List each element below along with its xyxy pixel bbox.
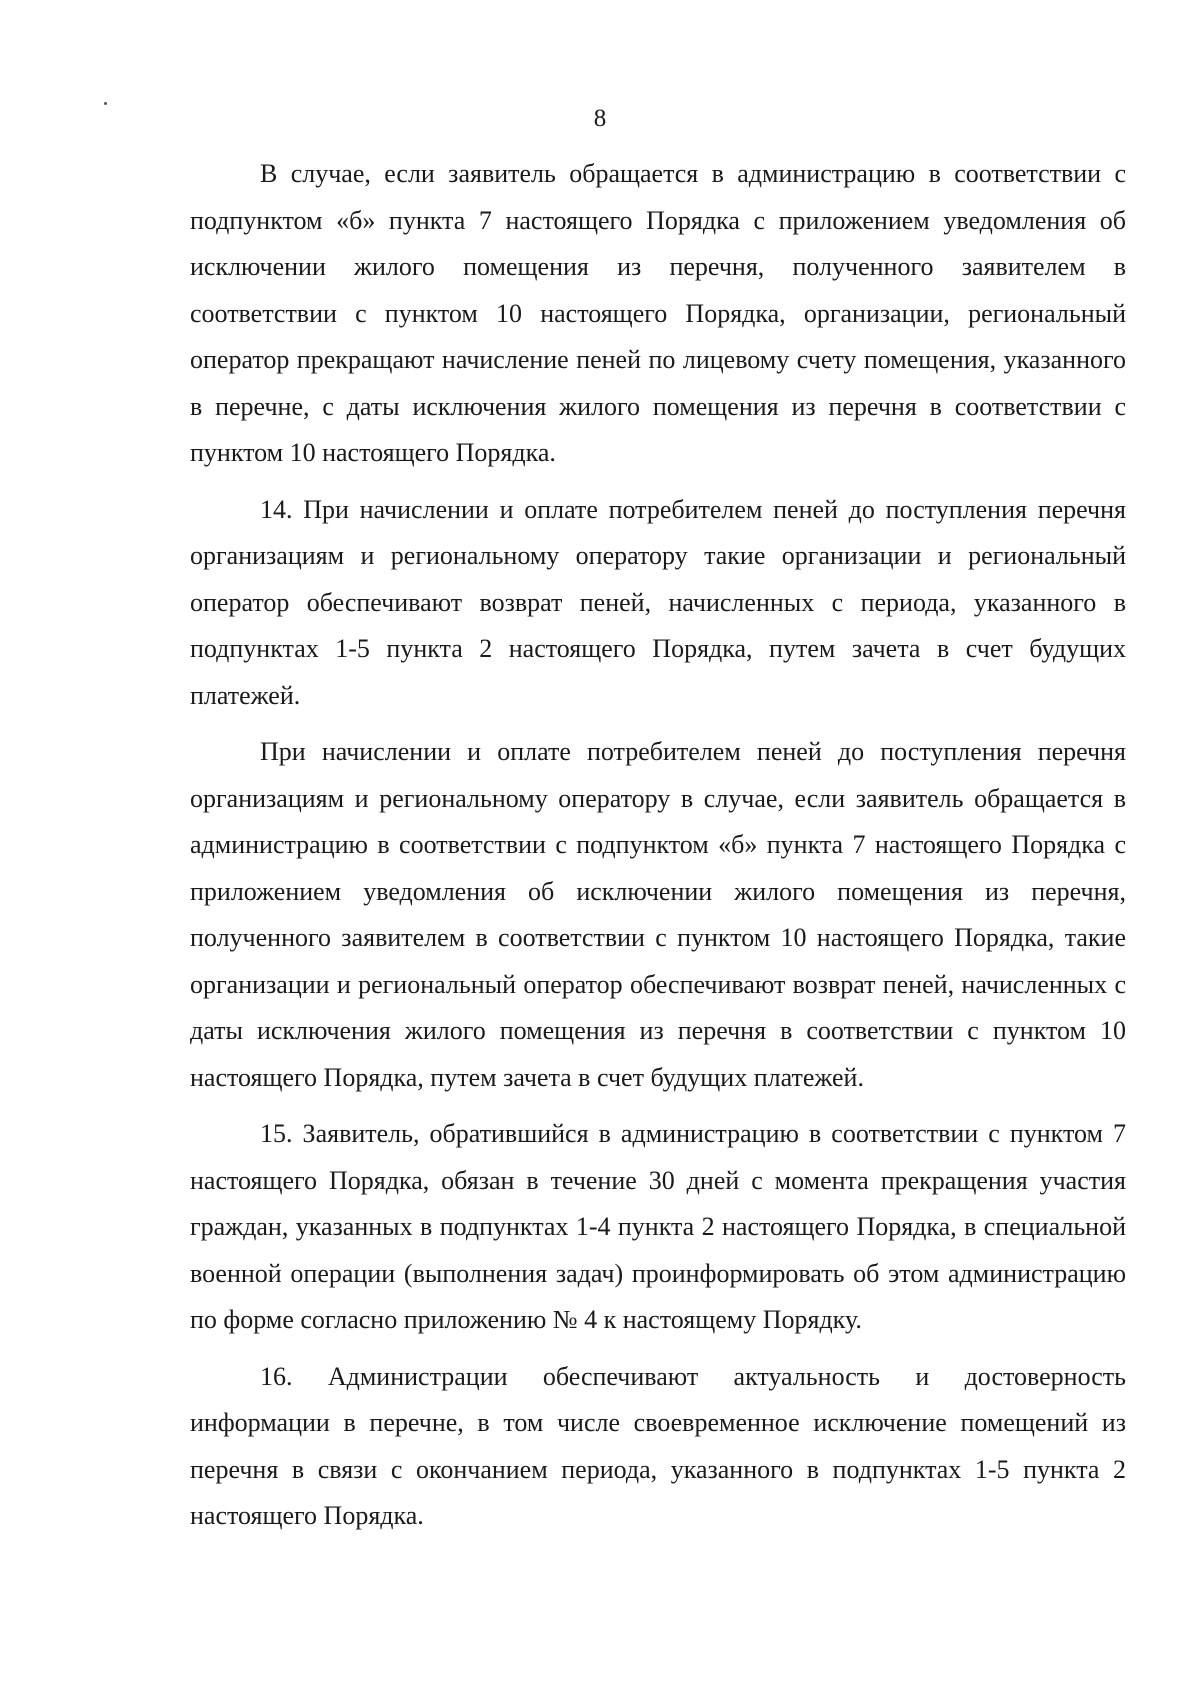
document-body — [190, 151, 1126, 1540]
paragraph-item-16: 16. Администрации обеспечивают актуальность и достоверность информации в перечне, в том числе своевременное исключение помещений из перечня в связи с окончанием периода, указанного в подпунктах 1-5 пункта 2 настоящего Порядка. — [190, 1361, 1126, 1530]
paragraph-item-15: 15. Заявитель, обратившийся в администрацию в соответствии с пунктом 7 настоящего Порядка, обязан в течение 30 дней с момента прекращения участия граждан, указанных в подпунктах 1-4 пункта 2 настоящего Порядка, в специальной военной операции (выполнения задач) проинформировать об этом администрацию по форме согласно приложению № 4 к настоящему Порядку. — [190, 1119, 1126, 1334]
paragraph-penalty-refund: При начислении и оплате потребителем пеней до поступления перечня организациям и региональному оператору в случае, если заявитель обращается в администрацию в соответствии с подпунктом «б» пункта 7 настоящего Порядка с приложением уведомления об исключении жилого помещения из перечня, полученного заявителем в соответствии с пунктом 10 настоящего Порядка, такие организации и региональный оператор обеспечивают возврат пеней, начисленных с даты исключения жилого помещения из перечня в соответствии с пунктом 10 настоящего Порядка, путем зачета в счет будущих платежей. — [190, 737, 1126, 1092]
paragraph-exclusion-notice: В случае, если заявитель обращается в администрацию в соответствии с подпунктом «б» пункта 7 настоящего Порядка с приложением уведомления об исключении жилого помещения из перечня, полученного заявителем в соответствии с пунктом 10 настоящего Порядка, организации, региональный оператор прекращают начисление пеней по лицевому счету помещения, указанного в перечне, с даты исключения жилого помещения из перечня в соответствии с пунктом 10 настоящего Порядка. — [190, 159, 1126, 467]
paragraph-item-14: 14. При начислении и оплате потребителем пеней до поступления перечня организациям и региональному оператору такие организации и региональный оператор обеспечивают возврат пеней, начисленных с периода, указанного в подпунктах 1-5 пункта 2 настоящего Порядка, путем зачета в счет будущих платежей. — [190, 494, 1126, 710]
page-number: 8 — [593, 105, 607, 132]
